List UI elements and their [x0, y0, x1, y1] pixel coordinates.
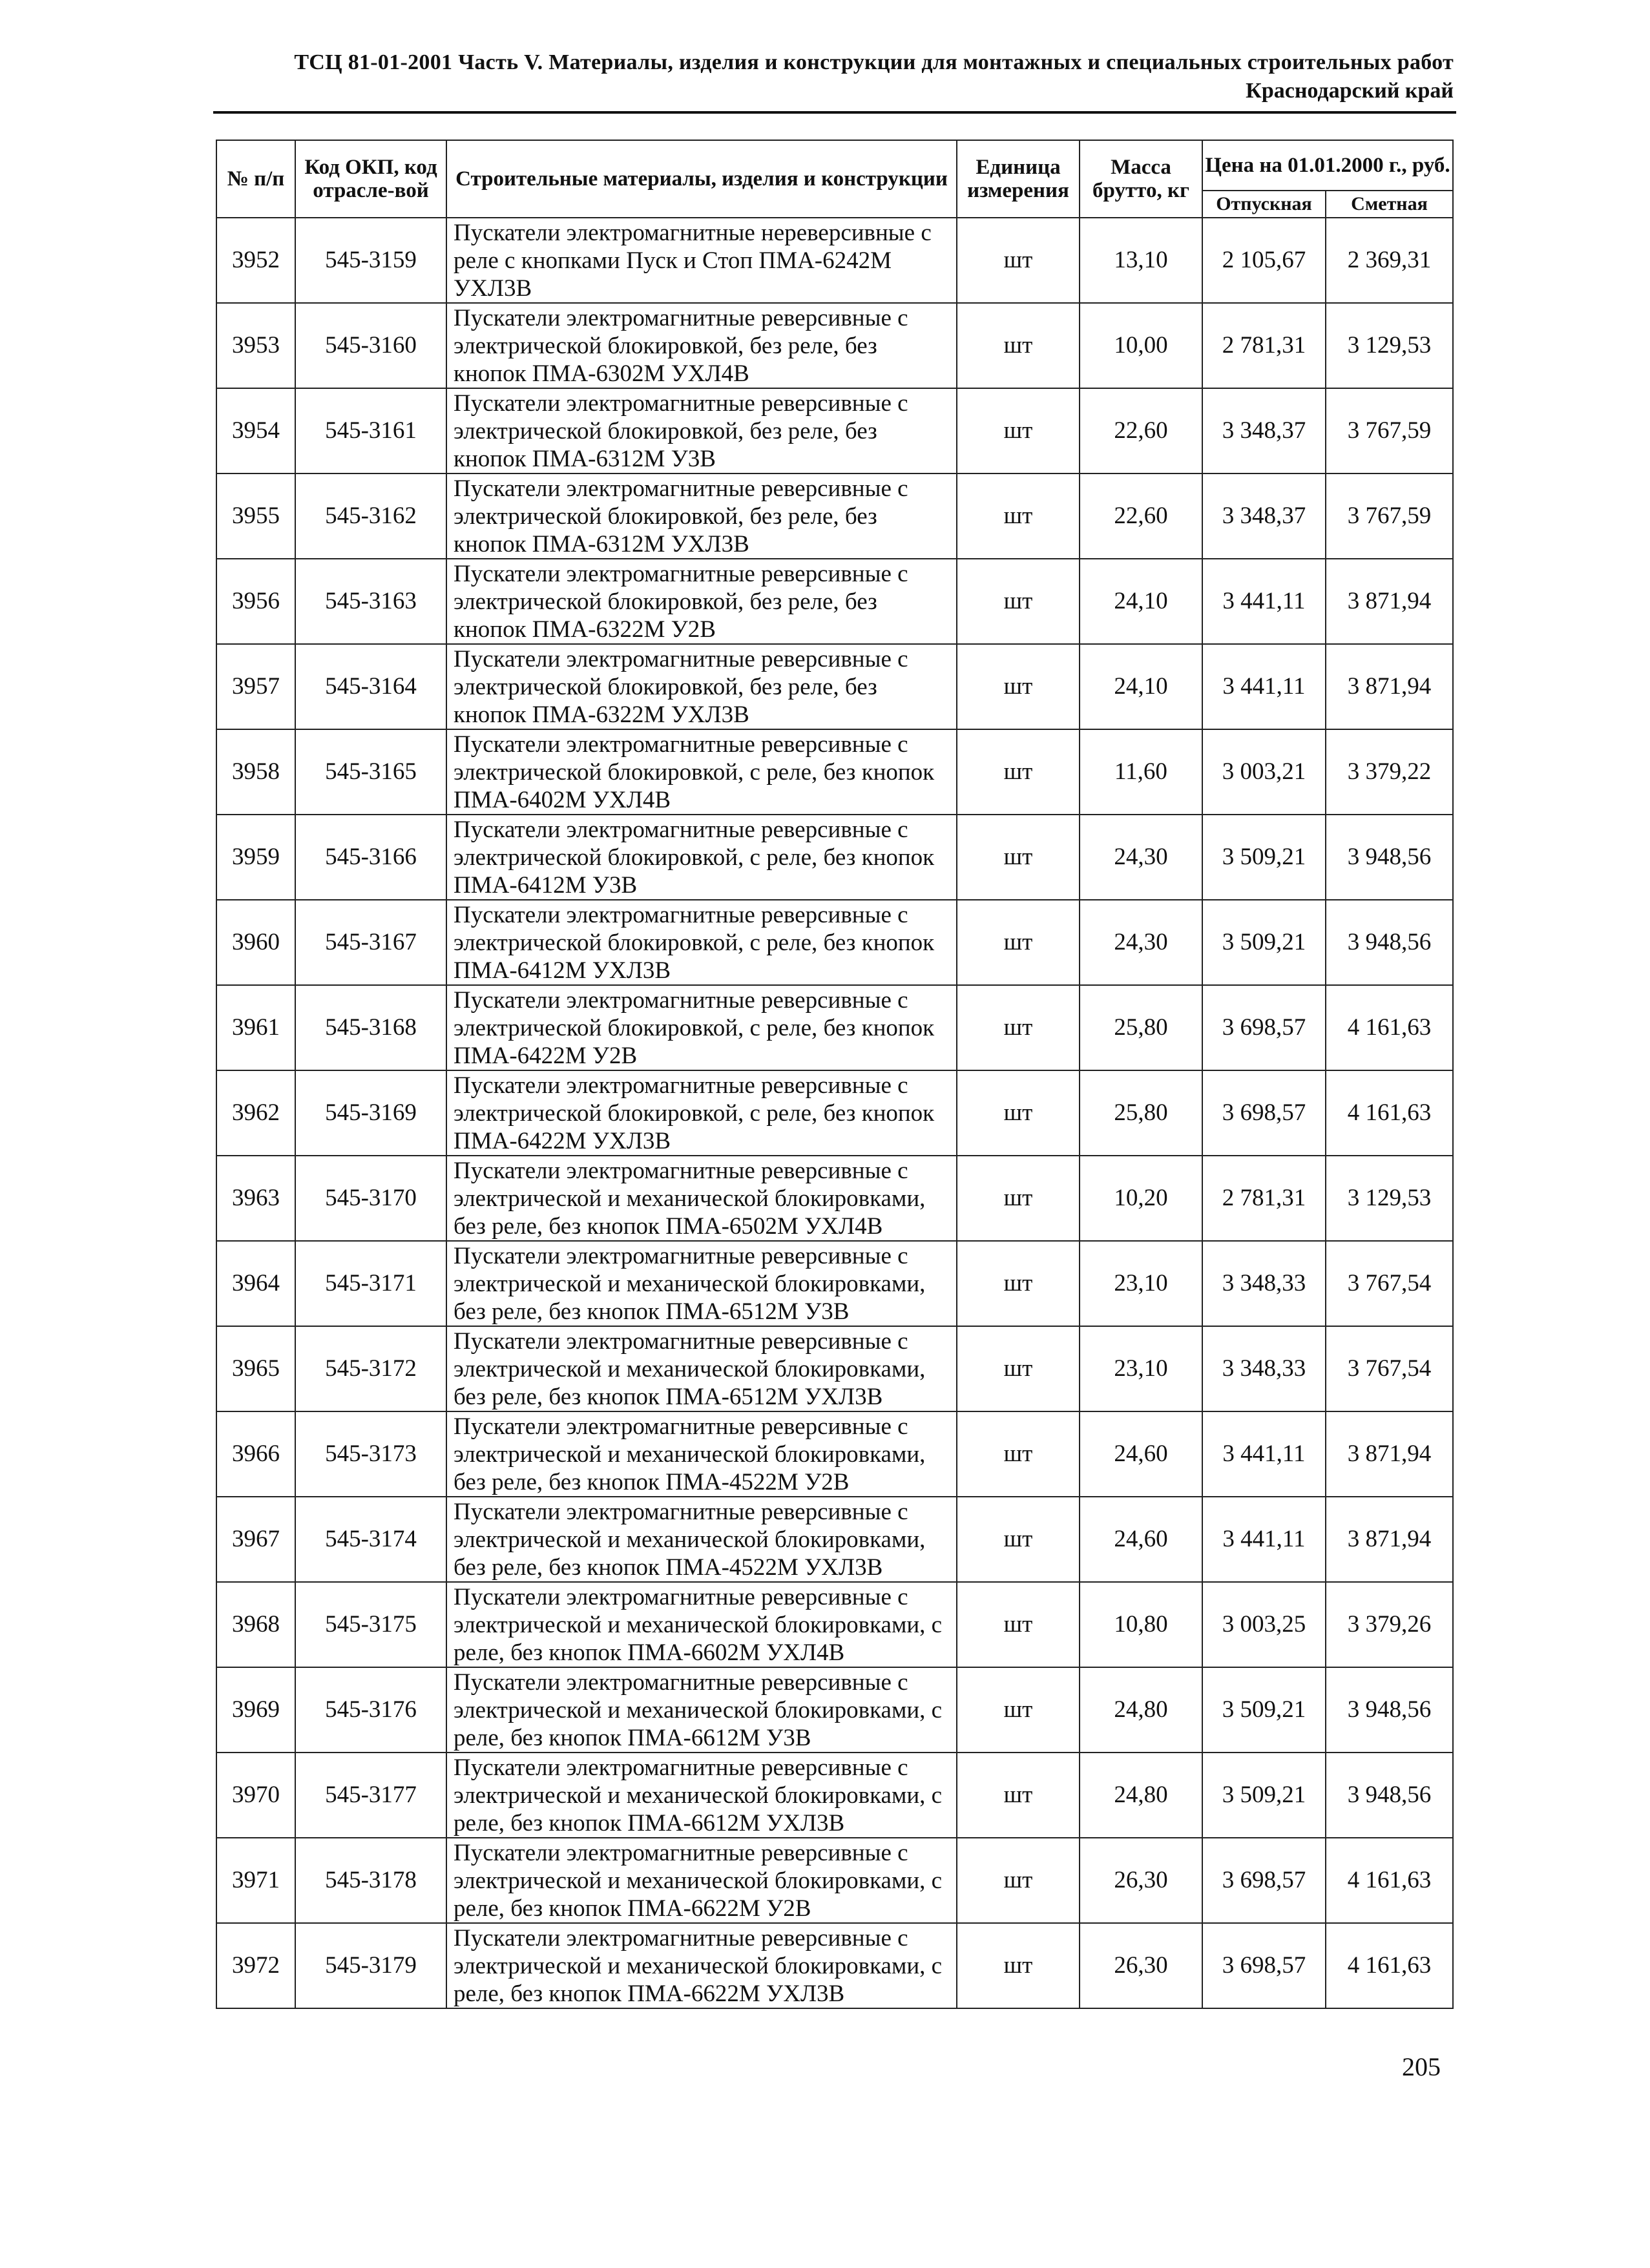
- row-unit: шт: [957, 1753, 1080, 1838]
- table-row: [216, 1923, 1453, 2008]
- row-number: 3960: [216, 900, 295, 985]
- row-number: 3952: [216, 218, 295, 303]
- row-price-estimate: 3 379,22: [1326, 729, 1453, 815]
- row-unit: шт: [957, 1582, 1080, 1667]
- row-number: 3970: [216, 1753, 295, 1838]
- table-row: [216, 1497, 1453, 1582]
- row-number: 3955: [216, 473, 295, 559]
- row-unit: шт: [957, 900, 1080, 985]
- row-unit: шт: [957, 559, 1080, 644]
- row-unit: шт: [957, 1326, 1080, 1411]
- col-header-price: Цена на 01.01.2000 г., руб.: [1202, 140, 1453, 191]
- row-mass: 24,60: [1080, 1411, 1202, 1497]
- row-price-estimate: 3 948,56: [1326, 1667, 1453, 1753]
- row-unit: шт: [957, 1838, 1080, 1923]
- row-description: Пускатели электромагнитные реверсивные с электрической и механической блокировками, с реле, без кнопок ПМА-6602М УХЛ4В: [446, 1582, 957, 1667]
- row-mass: 26,30: [1080, 1923, 1202, 2008]
- row-code: 545-3177: [295, 1753, 446, 1838]
- row-mass: 22,60: [1080, 388, 1202, 473]
- row-description: Пускатели электромагнитные реверсивные с электрической и механической блокировками, с реле, без кнопок ПМА-6612М У3В: [446, 1667, 957, 1753]
- row-description: Пускатели электромагнитные реверсивные с электрической и механической блокировками, без реле, без кнопок ПМА-6512М УХЛ3В: [446, 1326, 957, 1411]
- row-unit: шт: [957, 1156, 1080, 1241]
- row-unit: шт: [957, 218, 1080, 303]
- col-header-price-release: Отпускная: [1202, 191, 1326, 218]
- row-price-release: 3 509,21: [1202, 815, 1326, 900]
- row-code: 545-3162: [295, 473, 446, 559]
- table-row: [216, 559, 1453, 644]
- table-row: [216, 218, 1453, 303]
- header-divider: [213, 111, 1456, 114]
- row-description: Пускатели электромагнитные реверсивные с электрической блокировкой, с реле, без кнопок ПМА-6422М У2В: [446, 985, 957, 1070]
- row-code: 545-3159: [295, 218, 446, 303]
- row-price-release: 3 003,21: [1202, 729, 1326, 815]
- row-code: 545-3169: [295, 1070, 446, 1156]
- table-row: [216, 815, 1453, 900]
- row-price-release: 3 509,21: [1202, 1753, 1326, 1838]
- row-code: 545-3164: [295, 644, 446, 729]
- row-price-estimate: 4 161,63: [1326, 1923, 1453, 2008]
- row-price-estimate: 3 767,59: [1326, 473, 1453, 559]
- row-price-estimate: 3 129,53: [1326, 303, 1453, 388]
- row-description: Пускатели электромагнитные реверсивные с электрической и механической блокировками, с реле, без кнопок ПМА-6622М У2В: [446, 1838, 957, 1923]
- row-number: 3963: [216, 1156, 295, 1241]
- row-description: Пускатели электромагнитные реверсивные с электрической блокировкой, с реле, без кнопок ПМА-6412М УХЛ3В: [446, 900, 957, 985]
- row-number: 3961: [216, 985, 295, 1070]
- page-header: [213, 50, 1454, 103]
- row-description: Пускатели электромагнитные реверсивные с электрической блокировкой, с реле, без кнопок ПМА-6422М УХЛ3В: [446, 1070, 957, 1156]
- row-price-estimate: 4 161,63: [1326, 1838, 1453, 1923]
- row-price-release: 3 441,11: [1202, 559, 1326, 644]
- row-price-release: 3 348,37: [1202, 473, 1326, 559]
- row-price-estimate: 3 871,94: [1326, 1497, 1453, 1582]
- row-mass: 10,20: [1080, 1156, 1202, 1241]
- col-header-mass: Масса брутто, кг: [1080, 140, 1202, 218]
- row-unit: шт: [957, 1411, 1080, 1497]
- table-row: [216, 303, 1453, 388]
- row-unit: шт: [957, 985, 1080, 1070]
- row-description: Пускатели электромагнитные реверсивные с электрической и механической блокировками, без реле, без кнопок ПМА-4522М У2В: [446, 1411, 957, 1497]
- row-price-estimate: 3 948,56: [1326, 900, 1453, 985]
- row-price-release: 3 003,25: [1202, 1582, 1326, 1667]
- row-description: Пускатели электромагнитные реверсивные с электрической и механической блокировками, с реле, без кнопок ПМА-6622М УХЛ3В: [446, 1923, 957, 2008]
- row-number: 3972: [216, 1923, 295, 2008]
- table-row: [216, 1667, 1453, 1753]
- row-unit: шт: [957, 1667, 1080, 1753]
- table-row: [216, 1838, 1453, 1923]
- row-description: Пускатели электромагнитные реверсивные с электрической блокировкой, без реле, без кнопок ПМА-6322М УХЛ3В: [446, 644, 957, 729]
- col-header-name: Строительные материалы, изделия и конструкции: [446, 140, 957, 218]
- row-price-release: 3 348,33: [1202, 1326, 1326, 1411]
- row-mass: 23,10: [1080, 1326, 1202, 1411]
- row-price-estimate: 4 161,63: [1326, 1070, 1453, 1156]
- row-description: Пускатели электромагнитные реверсивные с электрической и механической блокировками, без реле, без кнопок ПМА-4522М УХЛ3В: [446, 1497, 957, 1582]
- row-unit: шт: [957, 1497, 1080, 1582]
- row-number: 3969: [216, 1667, 295, 1753]
- row-price-release: 3 441,11: [1202, 1497, 1326, 1582]
- row-price-estimate: 2 369,31: [1326, 218, 1453, 303]
- table-row: [216, 473, 1453, 559]
- row-price-release: 2 781,31: [1202, 1156, 1326, 1241]
- row-number: 3971: [216, 1838, 295, 1923]
- row-code: 545-3172: [295, 1326, 446, 1411]
- table-row: [216, 1753, 1453, 1838]
- row-description: Пускатели электромагнитные реверсивные с электрической и механической блокировками, с реле, без кнопок ПМА-6612М УХЛ3В: [446, 1753, 957, 1838]
- row-description: Пускатели электромагнитные реверсивные с электрической блокировкой, с реле, без кнопок ПМА-6412М У3В: [446, 815, 957, 900]
- row-code: 545-3168: [295, 985, 446, 1070]
- row-price-release: 3 698,57: [1202, 1838, 1326, 1923]
- row-mass: 24,80: [1080, 1667, 1202, 1753]
- row-code: 545-3166: [295, 815, 446, 900]
- row-mass: 24,60: [1080, 1497, 1202, 1582]
- row-code: 545-3170: [295, 1156, 446, 1241]
- region-name: Краснодарский край: [1246, 79, 1454, 103]
- row-description: Пускатели электромагнитные реверсивные с электрической и механической блокировками, без реле, без кнопок ПМА-6512М У3В: [446, 1241, 957, 1326]
- row-price-release: 3 441,11: [1202, 1411, 1326, 1497]
- row-price-estimate: 3 767,54: [1326, 1326, 1453, 1411]
- row-description: Пускатели электромагнитные реверсивные с электрической блокировкой, без реле, без кнопок ПМА-6302М УХЛ4В: [446, 303, 957, 388]
- row-unit: шт: [957, 388, 1080, 473]
- table-row: [216, 1156, 1453, 1241]
- row-price-estimate: 4 161,63: [1326, 985, 1453, 1070]
- row-number: 3964: [216, 1241, 295, 1326]
- row-description: Пускатели электромагнитные реверсивные с электрической блокировкой, без реле, без кнопок ПМА-6312М У3В: [446, 388, 957, 473]
- row-mass: 24,10: [1080, 644, 1202, 729]
- col-header-unit: Единица измерения: [957, 140, 1080, 218]
- row-mass: 22,60: [1080, 473, 1202, 559]
- row-number: 3959: [216, 815, 295, 900]
- row-description: Пускатели электромагнитные реверсивные с электрической блокировкой, без реле, без кнопок ПМА-6312М УХЛ3В: [446, 473, 957, 559]
- table-row: [216, 729, 1453, 815]
- table-row: [216, 1582, 1453, 1667]
- row-number: 3962: [216, 1070, 295, 1156]
- row-description: Пускатели электромагнитные реверсивные с электрической блокировкой, без реле, без кнопок ПМА-6322М У2В: [446, 559, 957, 644]
- row-unit: шт: [957, 1070, 1080, 1156]
- row-code: 545-3178: [295, 1838, 446, 1923]
- row-price-estimate: 3 871,94: [1326, 644, 1453, 729]
- row-unit: шт: [957, 644, 1080, 729]
- row-mass: 24,30: [1080, 815, 1202, 900]
- row-number: 3965: [216, 1326, 295, 1411]
- row-price-release: 2 781,31: [1202, 303, 1326, 388]
- col-header-code: Код ОКП, код отрасле-вой: [295, 140, 446, 218]
- row-number: 3966: [216, 1411, 295, 1497]
- row-code: 545-3160: [295, 303, 446, 388]
- col-header-price-estimate: Сметная: [1326, 191, 1453, 218]
- row-number: 3956: [216, 559, 295, 644]
- row-price-release: 3 698,57: [1202, 985, 1326, 1070]
- table-body: [216, 218, 1453, 2008]
- row-price-estimate: 3 871,94: [1326, 1411, 1453, 1497]
- row-number: 3968: [216, 1582, 295, 1667]
- row-price-estimate: 3 379,26: [1326, 1582, 1453, 1667]
- table-row: [216, 1241, 1453, 1326]
- row-price-estimate: 3 948,56: [1326, 815, 1453, 900]
- row-mass: 24,30: [1080, 900, 1202, 985]
- row-number: 3957: [216, 644, 295, 729]
- row-price-release: 3 698,57: [1202, 1070, 1326, 1156]
- row-unit: шт: [957, 303, 1080, 388]
- row-code: 545-3175: [295, 1582, 446, 1667]
- row-price-release: 2 105,67: [1202, 218, 1326, 303]
- row-description: Пускатели электромагнитные нереверсивные с реле с кнопками Пуск и Стоп ПМА-6242М УХЛ3В: [446, 218, 957, 303]
- table-row: [216, 1326, 1453, 1411]
- row-description: Пускатели электромагнитные реверсивные с электрической блокировкой, с реле, без кнопок ПМА-6402М УХЛ4В: [446, 729, 957, 815]
- row-code: 545-3165: [295, 729, 446, 815]
- row-price-estimate: 3 871,94: [1326, 559, 1453, 644]
- col-header-num: № п/п: [216, 140, 295, 218]
- row-code: 545-3179: [295, 1923, 446, 2008]
- row-price-release: 3 698,57: [1202, 1923, 1326, 2008]
- row-mass: 24,10: [1080, 559, 1202, 644]
- row-mass: 24,80: [1080, 1753, 1202, 1838]
- table-header: [216, 140, 1453, 218]
- row-code: 545-3176: [295, 1667, 446, 1753]
- row-number: 3958: [216, 729, 295, 815]
- row-unit: шт: [957, 729, 1080, 815]
- row-code: 545-3171: [295, 1241, 446, 1326]
- row-number: 3954: [216, 388, 295, 473]
- document-title: ТСЦ 81-01-2001 Часть V. Материалы, изделия и конструкции для монтажных и специальных строительных работ: [294, 50, 1454, 74]
- row-number: 3953: [216, 303, 295, 388]
- row-price-estimate: 3 948,56: [1326, 1753, 1453, 1838]
- row-price-release: 3 348,33: [1202, 1241, 1326, 1326]
- row-mass: 26,30: [1080, 1838, 1202, 1923]
- row-code: 545-3167: [295, 900, 446, 985]
- row-price-estimate: 3 129,53: [1326, 1156, 1453, 1241]
- row-unit: шт: [957, 1923, 1080, 2008]
- row-number: 3967: [216, 1497, 295, 1582]
- table-row: [216, 1411, 1453, 1497]
- page-number: 205: [1402, 2052, 1441, 2081]
- row-mass: 11,60: [1080, 729, 1202, 815]
- row-mass: 10,00: [1080, 303, 1202, 388]
- row-description: Пускатели электромагнитные реверсивные с электрической и механической блокировками, без реле, без кнопок ПМА-6502М УХЛ4В: [446, 1156, 957, 1241]
- row-code: 545-3173: [295, 1411, 446, 1497]
- row-price-estimate: 3 767,54: [1326, 1241, 1453, 1326]
- row-price-release: 3 509,21: [1202, 1667, 1326, 1753]
- row-code: 545-3163: [295, 559, 446, 644]
- row-price-estimate: 3 767,59: [1326, 388, 1453, 473]
- row-unit: шт: [957, 1241, 1080, 1326]
- row-price-release: 3 348,37: [1202, 388, 1326, 473]
- row-code: 545-3161: [295, 388, 446, 473]
- row-mass: 25,80: [1080, 1070, 1202, 1156]
- table-row: [216, 1070, 1453, 1156]
- row-price-release: 3 441,11: [1202, 644, 1326, 729]
- row-code: 545-3174: [295, 1497, 446, 1582]
- table-row: [216, 388, 1453, 473]
- table-row: [216, 985, 1453, 1070]
- table-row: [216, 644, 1453, 729]
- row-mass: 13,10: [1080, 218, 1202, 303]
- table-row: [216, 900, 1453, 985]
- row-price-release: 3 509,21: [1202, 900, 1326, 985]
- row-mass: 10,80: [1080, 1582, 1202, 1667]
- row-unit: шт: [957, 815, 1080, 900]
- row-mass: 25,80: [1080, 985, 1202, 1070]
- row-mass: 23,10: [1080, 1241, 1202, 1326]
- row-unit: шт: [957, 473, 1080, 559]
- price-table: [216, 140, 1454, 2009]
